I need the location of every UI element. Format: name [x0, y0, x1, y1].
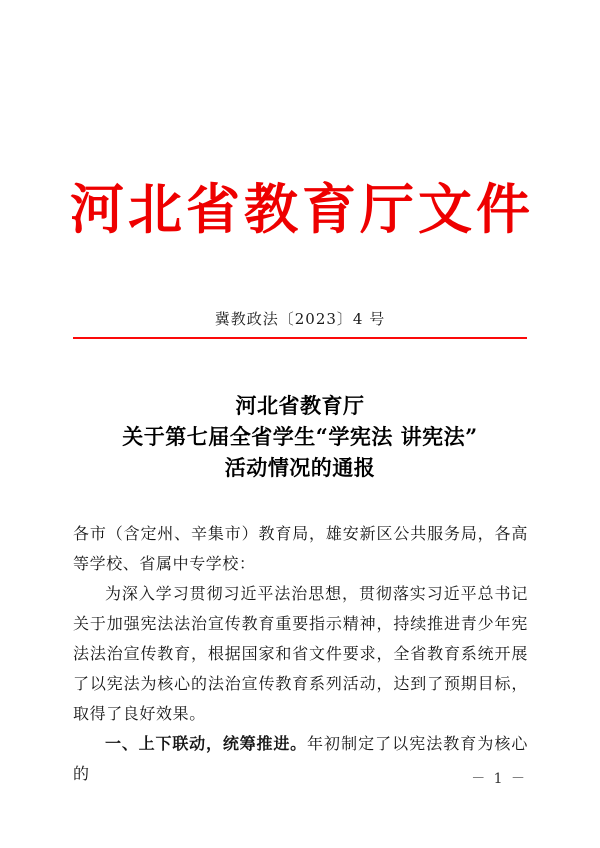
document-body	[73, 519, 528, 789]
section-1-text: 年初制定了以宪法教育为核心的	[73, 734, 528, 783]
document-number: 冀教政法〔2023〕4 号	[214, 310, 386, 328]
document-title-line-1: 河北省教育厅	[235, 393, 365, 418]
body-paragraph-1: 为深入学习贯彻习近平法治思想，贯彻落实习近平总书记关于加强宪法法治宣传教育重要指示精神，持续推进青少年宪法法治宣传教育，根据国家和省文件要求，全省教育系统开展了以宪法为核心的法治宣传教育系列活动，达到了预期目标，取得了良好效果。	[73, 584, 528, 723]
addressee-paragraph: 各市（含定州、辛集市）教育局，雄安新区公共服务局，各高等学校、省属中专学校：	[73, 524, 528, 573]
page-number-footer: － 1 －	[471, 771, 527, 787]
red-separator-rule	[73, 337, 527, 339]
document-title-block	[0, 390, 600, 483]
document-title-line-2: 关于第七届全省学生“学宪法 讲宪法”	[122, 424, 478, 449]
document-title-line-3: 活动情况的通报	[224, 455, 376, 480]
document-masthead-title: 河北省教育厅文件	[70, 177, 534, 241]
section-1-heading: 一、上下联动，统筹推进。	[105, 734, 307, 753]
